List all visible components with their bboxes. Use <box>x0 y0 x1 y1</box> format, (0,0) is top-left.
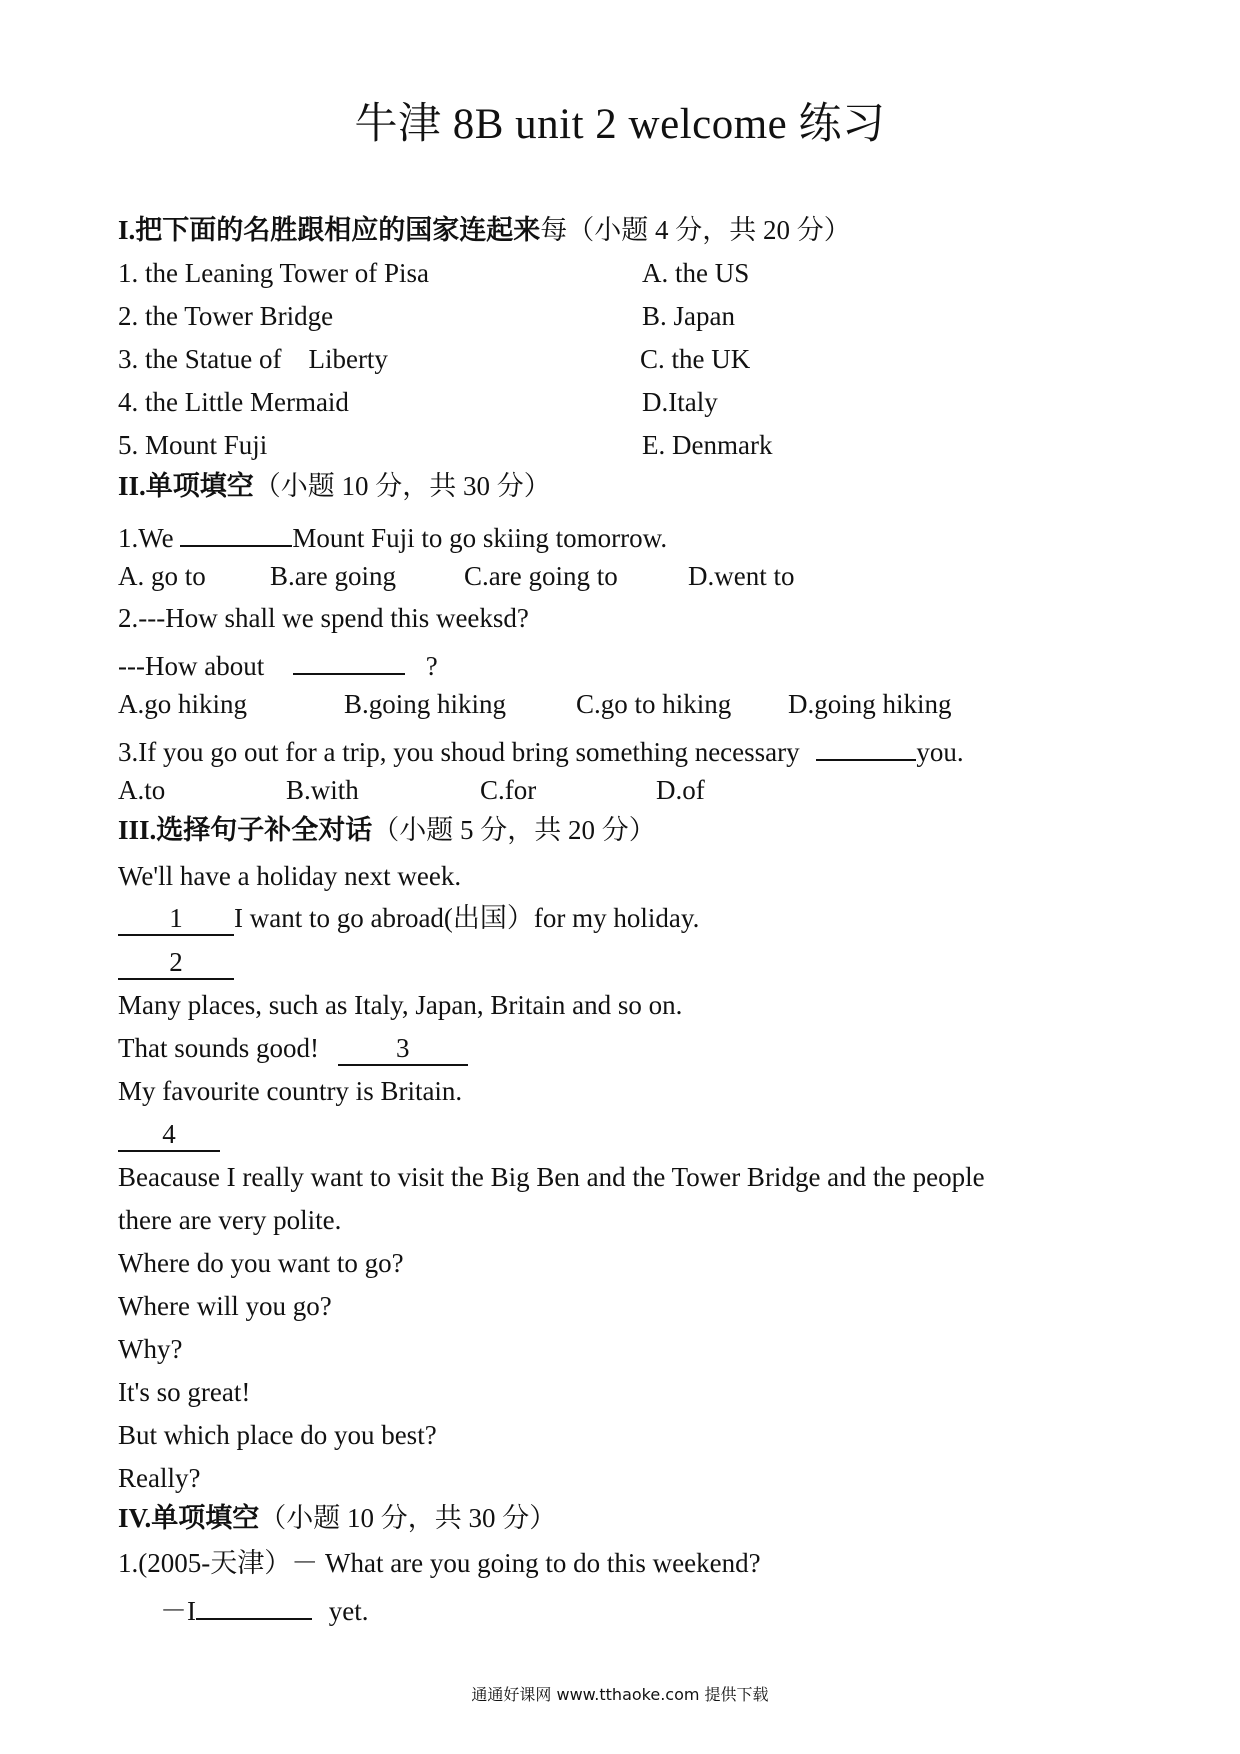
s2-q3-text-post: you. <box>916 737 964 767</box>
dialogue-line-2-text: I want to go abroad(出国）for my holiday. <box>234 903 700 933</box>
s2-q1-option-a: A. go to <box>118 561 206 591</box>
section2-heading-bold: II.单项填空 <box>118 471 254 501</box>
s4-a1-text-post: yet. <box>328 1596 369 1626</box>
dialogue-line-7: there are very polite. <box>118 1205 342 1235</box>
match-right-b: B. Japan <box>642 301 735 331</box>
match-left-1: 1. the Leaning Tower of Pisa <box>118 258 430 288</box>
s2-q3-option-c: C.for <box>480 775 537 805</box>
dialogue-line-blank-4 <box>118 1116 220 1152</box>
section4-heading-bold: IV.单项填空 <box>118 1503 260 1533</box>
match-left-5: 5. Mount Fuji <box>118 430 268 460</box>
section3-heading-rest: （小题 5 分，共 20 分） <box>372 815 656 845</box>
s4-a1-blank[interactable] <box>196 1588 312 1620</box>
match-left-3: 3. the Statue of Liberty <box>118 344 388 374</box>
s2-q3-option-d: D.of <box>656 775 705 805</box>
s2-q3-blank[interactable] <box>816 729 916 761</box>
s2-q2-option-c: C.go to hiking <box>576 689 732 719</box>
dialogue-blank-1[interactable]: 1 <box>118 904 234 936</box>
dialogue-option-5: But which place do you best? <box>118 1420 437 1450</box>
section2-heading-rest: （小题 10 分，共 30 分） <box>253 471 551 501</box>
dialogue-option-6: Really? <box>118 1463 201 1493</box>
dialogue-option-1: Where do you want to go? <box>118 1248 404 1278</box>
s2-q1-option-b: B.are going <box>270 561 396 591</box>
dialogue-option-3: Why? <box>118 1334 183 1364</box>
section1-heading <box>118 212 851 248</box>
match-left-2: 2. the Tower Bridge <box>118 301 334 331</box>
dialogue-blank-3[interactable]: 3 <box>338 1034 468 1066</box>
section2-heading <box>118 468 551 504</box>
dialogue-line-1: We'll have a holiday next week. <box>118 861 462 891</box>
s2-q2-text-pre: ---How about <box>118 651 265 681</box>
dialogue-line-blank-2 <box>118 944 234 980</box>
match-right-c: C. the UK <box>640 344 751 374</box>
s2-q2-text-post: ? <box>425 651 438 681</box>
dialogue-line-2 <box>118 900 699 936</box>
s4-a1-text-pre: －I <box>160 1596 196 1626</box>
s2-q2-option-a: A.go hiking <box>118 689 248 719</box>
match-right-e: E. Denmark <box>642 430 773 460</box>
s2-q3-option-a: A.to <box>118 775 166 805</box>
dialogue-blank-2[interactable]: 2 <box>118 948 234 980</box>
section1-heading-bold: I.把下面的名胜跟相应的国家连起来 <box>118 215 541 245</box>
dialogue-line-6: Beacause I really want to visit the Big Ben and the Tower Bridge and the people <box>118 1162 985 1192</box>
s2-q2-option-d: D.going hiking <box>788 689 952 719</box>
match-right-d: D.Italy <box>642 387 718 417</box>
section4-heading <box>118 1500 556 1536</box>
s2-q2-blank[interactable] <box>293 643 405 675</box>
dialogue-line-4-text: That sounds good! <box>118 1033 319 1063</box>
match-right-a: A. the US <box>642 258 750 288</box>
match-left-4: 4. the Little Mermaid <box>118 387 349 417</box>
s2-q1-text-pre: 1.We <box>118 523 181 553</box>
s2-q1-option-d: D.went to <box>688 561 795 591</box>
dialogue-option-4: It's so great! <box>118 1377 251 1407</box>
s2-question-1 <box>118 515 667 556</box>
section3-heading-bold: III.选择句子补全对话 <box>118 815 373 845</box>
dialogue-blank-4[interactable]: 4 <box>118 1120 220 1152</box>
section1-heading-rest: 每（小题 4 分，共 20 分） <box>540 215 851 245</box>
s2-q3-text-pre: 3.If you go out for a trip, you shoud bring something necessary <box>118 737 800 767</box>
s2-q2-option-b: B.going hiking <box>344 689 507 719</box>
dialogue-line-5: My favourite country is Britain. <box>118 1076 463 1106</box>
s4-question-1: 1.(2005-天津）－ What are you going to do this weekend? <box>118 1548 761 1578</box>
s2-question-3 <box>118 729 964 770</box>
dialogue-option-2: Where will you go? <box>118 1291 332 1321</box>
s4-answer-1 <box>160 1588 369 1629</box>
s2-q1-option-c: C.are going to <box>464 561 618 591</box>
section4-heading-rest: （小题 10 分，共 30 分） <box>259 1503 557 1533</box>
page-footer: 通通好课网 www.tthaoke.com 提供下载 <box>471 1685 769 1704</box>
s2-question-2-b <box>118 643 438 684</box>
s2-q3-option-b: B.with <box>286 775 359 805</box>
dialogue-line-4 <box>118 1030 468 1066</box>
s2-question-2: 2.---How shall we spend this weeksd? <box>118 603 529 633</box>
page-title: 牛津 8B unit 2 welcome 练习 <box>354 101 886 148</box>
dialogue-line-3: Many places, such as Italy, Japan, Britain and so on. <box>118 990 683 1020</box>
s2-q1-blank[interactable] <box>180 515 292 547</box>
section3-heading <box>118 812 656 848</box>
s2-q1-text-post: Mount Fuji to go skiing tomorrow. <box>292 523 668 553</box>
